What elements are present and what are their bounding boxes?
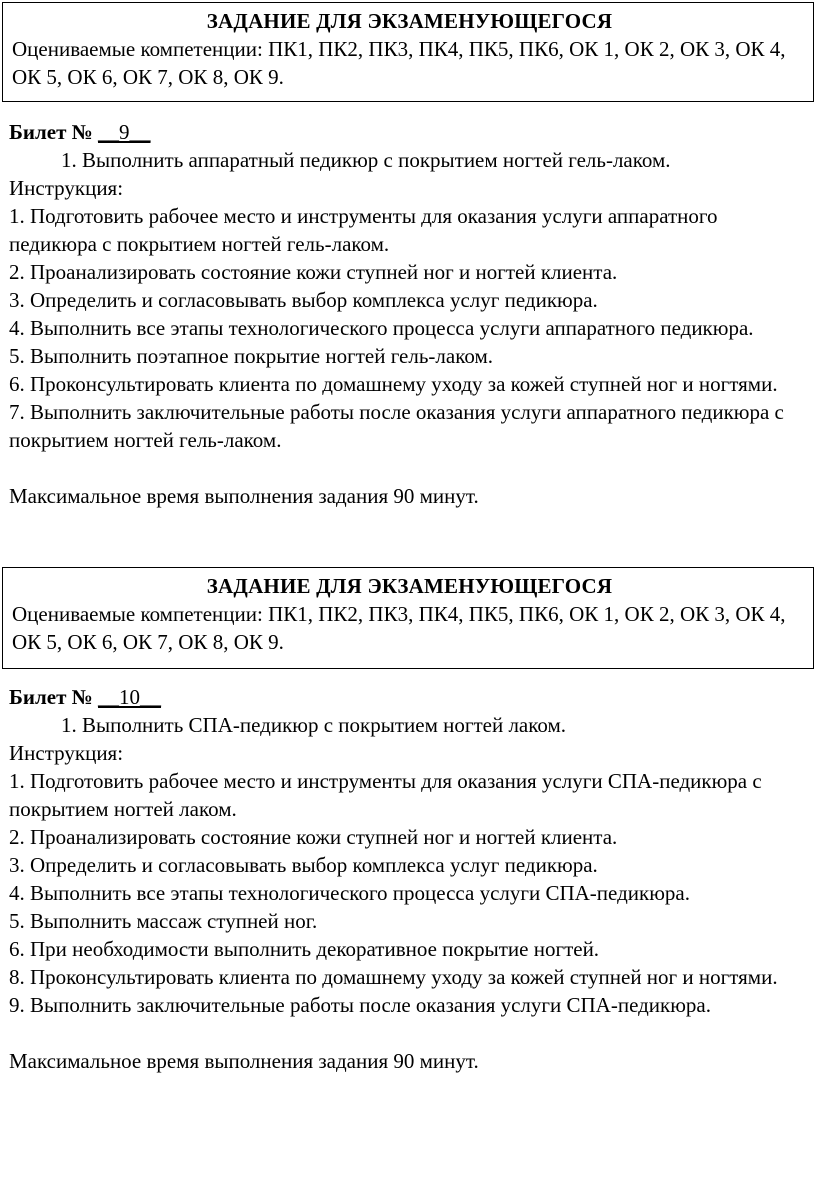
instruction-step: 6. При необходимости выполнить декоративное покрытие ногтей. (9, 937, 600, 961)
ticket-heading (9, 683, 816, 711)
exam-task-header-box (2, 2, 814, 102)
exam-task-section-ticket-9 (0, 0, 816, 510)
instruction-step: 3. Определить и согласовывать выбор комплекса услуг педикюра. (9, 853, 598, 877)
ticket-body (0, 683, 816, 1075)
instruction-step: 6. Проконсультировать клиента по домашнему уходу за кожей ступней ног и ногтями. (9, 372, 778, 396)
max-time-note: Максимальное время выполнения задания 90 минут. (9, 484, 479, 508)
ticket-heading (9, 118, 816, 146)
instruction-step: 9. Выполнить заключительные работы после оказания услуги СПА-педикюра. (9, 993, 712, 1017)
instruction-step: 3. Определить и согласовывать выбор комплекса услуг педикюра. (9, 288, 598, 312)
ticket-label: Билет № (9, 120, 99, 144)
instruction-step: 1. Подготовить рабочее место и инструменты для оказания услуги СПА-педикюра с покрытием ногтей лаком. (9, 769, 762, 821)
exam-task-title: ЗАДАНИЕ ДЛЯ ЭКЗАМЕНУЮЩЕГОСЯ (206, 574, 613, 598)
exam-task-title: ЗАДАНИЕ ДЛЯ ЭКЗАМЕНУЮЩЕГОСЯ (206, 9, 613, 33)
instruction-step: 1. Подготовить рабочее место и инструменты для оказания услуги аппаратного педикюра с покрытием ногтей гель-лаком. (9, 204, 718, 256)
competencies-text: Оцениваемые компетенции: ПК1, ПК2, ПК3, ПК4, ПК5, ПК6, ОК 1, ОК 2, ОК 3, ОК 4, ОК 5, ОК 6, ОК 7, ОК 8, ОК 9. (12, 602, 786, 654)
instruction-step: 2. Проанализировать состояние кожи ступней ног и ногтей клиента. (9, 825, 618, 849)
competencies-text: Оцениваемые компетенции: ПК1, ПК2, ПК3, ПК4, ПК5, ПК6, ОК 1, ОК 2, ОК 3, ОК 4, ОК 5, ОК 6, ОК 7, ОК 8, ОК 9. (12, 37, 786, 89)
ticket-number: __10__ (98, 685, 162, 709)
instruction-step: 2. Проанализировать состояние кожи ступней ног и ногтей клиента. (9, 260, 618, 284)
instruction-step: 7. Выполнить заключительные работы после оказания услуги аппаратного педикюра с покрытием ногтей гель-лаком. (9, 400, 784, 452)
ticket-number: __9__ (98, 120, 151, 144)
instruction-step: 5. Выполнить массаж ступней ног. (9, 909, 318, 933)
instruction-step: 8. Проконсультировать клиента по домашнему уходу за кожей ступней ног и ногтями. (9, 965, 778, 989)
instructions-title: Инструкция: (9, 176, 124, 200)
task-statement: 1. Выполнить СПА-педикюр с покрытием ногтей лаком. (61, 713, 567, 737)
max-time-note: Максимальное время выполнения задания 90 минут. (9, 1049, 479, 1073)
exam-task-header-box (2, 567, 814, 669)
instruction-step: 4. Выполнить все этапы технологического процесса услуги аппаратного педикюра. (9, 316, 754, 340)
instruction-step: 4. Выполнить все этапы технологического процесса услуги СПА-педикюра. (9, 881, 690, 905)
instruction-step: 5. Выполнить поэтапное покрытие ногтей гель-лаком. (9, 344, 493, 368)
task-statement: 1. Выполнить аппаратный педикюр с покрытием ногтей гель-лаком. (61, 148, 671, 172)
instructions-title: Инструкция: (9, 741, 124, 765)
ticket-label: Билет № (9, 685, 99, 709)
exam-task-section-ticket-10 (0, 567, 816, 1075)
ticket-body (0, 118, 816, 510)
